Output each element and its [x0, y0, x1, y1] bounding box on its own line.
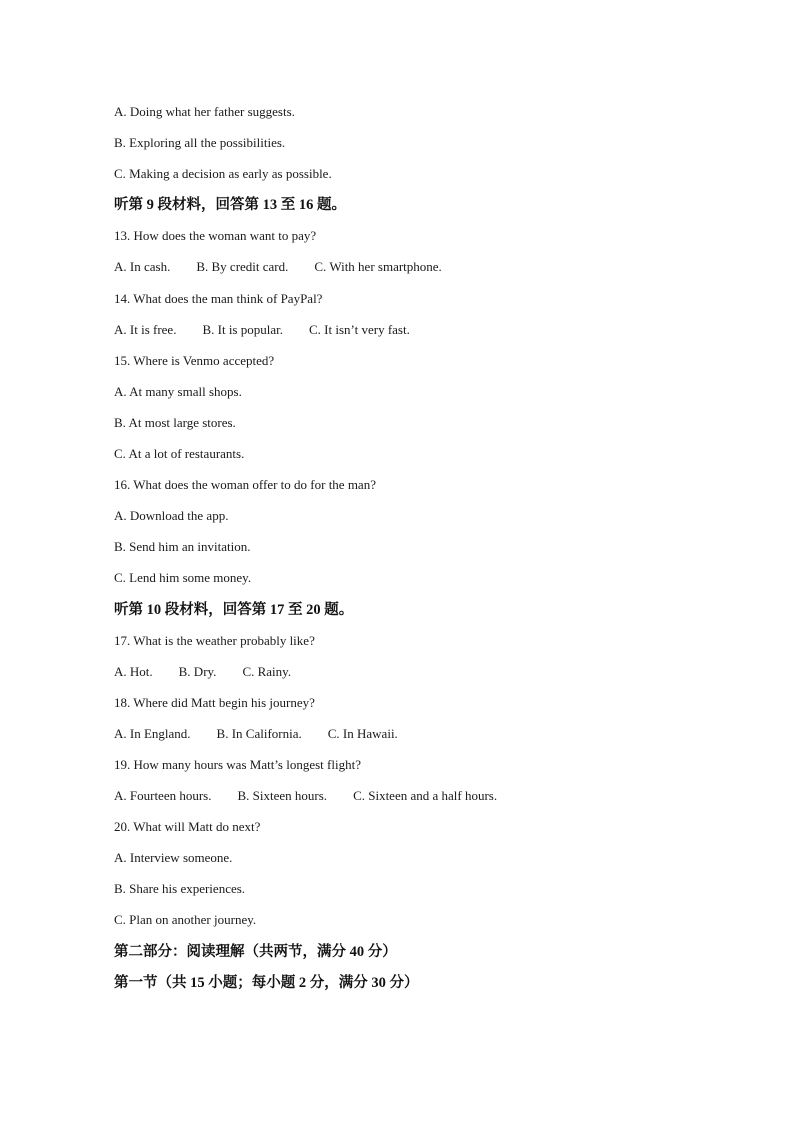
option-line: B. Send him an invitation.	[114, 539, 251, 555]
options-row	[114, 785, 754, 816]
question-14: 14. What does the man think of PayPal?	[114, 290, 323, 306]
question-19: 19. How many hours was Matt’s longest flight?	[114, 756, 361, 772]
section-heading: 听第 9 段材料，回答第 13 至 16 题。	[114, 197, 346, 214]
option-b: B. It is popular.	[202, 321, 283, 337]
option-c: C. In Hawaii.	[327, 725, 398, 741]
question-15: 15. Where is Venmo accepted?	[114, 352, 275, 368]
option-line: C. Plan on another journey.	[114, 912, 257, 928]
option-line: A. At many small shops.	[114, 383, 242, 399]
part-two-heading: 第二部分：阅读理解（共两节，满分 40 分）	[114, 943, 397, 960]
question-13: 13. How does the woman want to pay?	[114, 228, 317, 244]
option-b: B. In California.	[216, 725, 302, 741]
option-line: C. Lend him some money.	[114, 570, 252, 586]
options-row	[114, 723, 754, 754]
section-one-heading: 第一节（共 15 小题；每小题 2 分，满分 30 分）	[114, 974, 419, 991]
option-line: C. At a lot of restaurants.	[114, 446, 245, 462]
question-17: 17. What is the weather probably like?	[114, 632, 315, 648]
option-b: B. Sixteen hours.	[237, 788, 328, 804]
option-a: A. Hot.	[114, 663, 153, 679]
option-a: A. In cash.	[114, 259, 171, 275]
section-heading: 听第 10 段材料，回答第 17 至 20 题。	[114, 601, 354, 618]
options-row	[114, 256, 754, 287]
option-line: B. At most large stores.	[114, 414, 236, 430]
option-c: C. With her smartphone.	[314, 259, 442, 275]
option-line: A. Interview someone.	[114, 850, 233, 866]
option-c: C. Sixteen and a half hours.	[353, 788, 498, 804]
question-18: 18. Where did Matt begin his journey?	[114, 694, 315, 710]
option-line: A. Download the app.	[114, 508, 229, 524]
option-a: A. It is free.	[114, 321, 177, 337]
question-20: 20. What will Matt do next?	[114, 819, 261, 835]
option-b: B. By credit card.	[196, 259, 289, 275]
document-page	[114, 101, 754, 1003]
options-row	[114, 319, 754, 350]
option-c: C. Rainy.	[242, 663, 292, 679]
option-line: B. Share his experiences.	[114, 881, 246, 897]
option-line: A. Doing what her father suggests.	[114, 104, 295, 119]
option-line: B. Exploring all the possibilities.	[114, 135, 286, 151]
option-line: C. Making a decision as early as possible.	[114, 166, 332, 182]
option-a: A. Fourteen hours.	[114, 788, 212, 804]
question-16: 16. What does the woman offer to do for the man?	[114, 477, 376, 493]
option-c: C. It isn’t very fast.	[308, 321, 410, 337]
option-a: A. In England.	[114, 725, 191, 741]
options-row	[114, 661, 754, 692]
option-b: B. Dry.	[178, 663, 217, 679]
